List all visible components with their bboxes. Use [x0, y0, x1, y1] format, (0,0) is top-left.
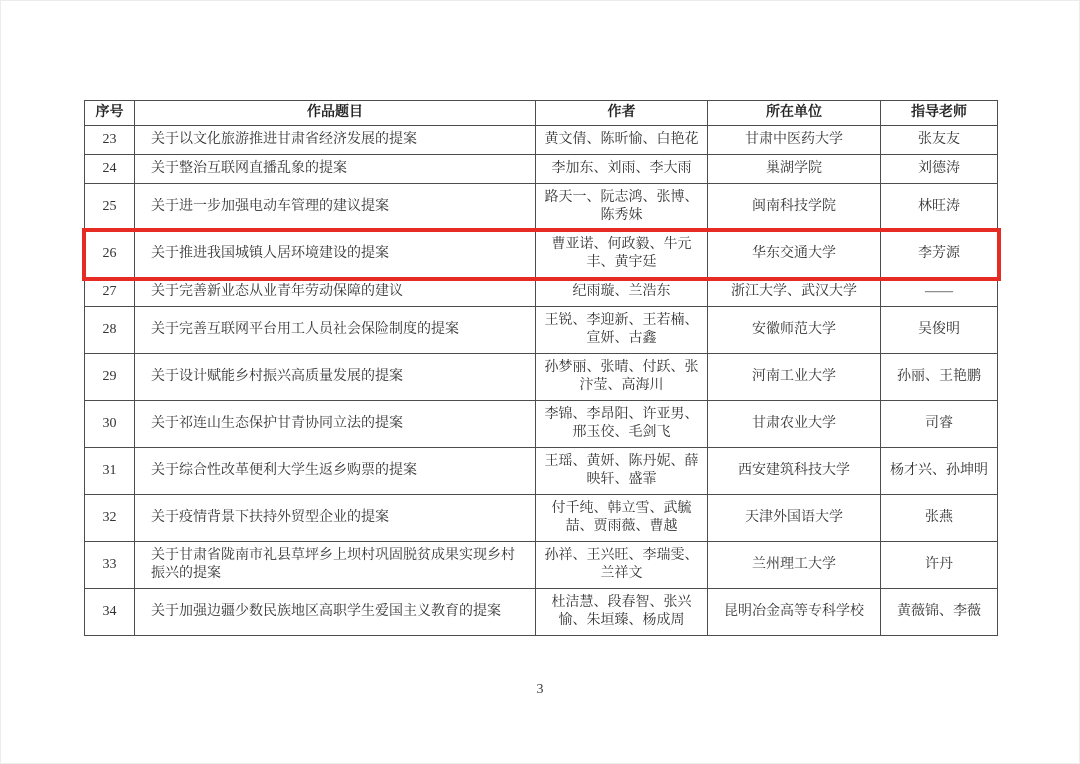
header-institution: 所在单位: [708, 101, 881, 126]
advisor-cell: 林旺涛: [881, 184, 998, 231]
advisor-cell: 杨才兴、孙坤明: [881, 448, 998, 495]
table-row: [85, 589, 998, 636]
header-row: [85, 101, 998, 126]
institution-cell: 浙江大学、武汉大学: [708, 278, 881, 307]
table-row: [85, 495, 998, 542]
authors-cell: 黄文倩、陈昕愉、白艳花: [536, 126, 708, 155]
authors-cell: 王锐、李迎新、王若楠、宣妍、古鑫: [536, 307, 708, 354]
work-title-cell: 关于完善互联网平台用工人员社会保险制度的提案: [135, 307, 536, 354]
authors-cell: 孙祥、王兴旺、李瑞雯、兰祥文: [536, 542, 708, 589]
authors-cell: 纪雨璇、兰浩东: [536, 278, 708, 307]
table-row: [85, 448, 998, 495]
work-title-cell: 关于整治互联网直播乱象的提案: [135, 155, 536, 184]
work-title-cell: 关于进一步加强电动车管理的建议提案: [135, 184, 536, 231]
advisor-cell: 司睿: [881, 401, 998, 448]
authors-cell: 李加东、刘雨、李大雨: [536, 155, 708, 184]
table-row: [85, 401, 998, 448]
table-row: [85, 307, 998, 354]
advisor-cell: 刘德涛: [881, 155, 998, 184]
table-row: [85, 542, 998, 589]
institution-cell: 天津外国语大学: [708, 495, 881, 542]
work-title-cell: 关于加强边疆少数民族地区高职学生爱国主义教育的提案: [135, 589, 536, 636]
table-row: [85, 354, 998, 401]
advisor-cell: 吴俊明: [881, 307, 998, 354]
row-number-cell: 23: [85, 126, 135, 155]
row-number-cell: 33: [85, 542, 135, 589]
row-number-cell: 25: [85, 184, 135, 231]
row-number-cell: 28: [85, 307, 135, 354]
row-number-cell: 27: [85, 278, 135, 307]
work-title-cell: 关于疫情背景下扶持外贸型企业的提案: [135, 495, 536, 542]
institution-cell: 甘肃农业大学: [708, 401, 881, 448]
row-number-cell: 31: [85, 448, 135, 495]
advisor-cell: 李芳源: [881, 231, 998, 278]
authors-cell: 曹亚诺、何政毅、牛元丰、黄宇廷: [536, 231, 708, 278]
institution-cell: 河南工业大学: [708, 354, 881, 401]
table-row: [85, 184, 998, 231]
institution-cell: 西安建筑科技大学: [708, 448, 881, 495]
table-row: [85, 278, 998, 307]
institution-cell: 兰州理工大学: [708, 542, 881, 589]
table-row: [85, 155, 998, 184]
work-title-cell: 关于完善新业态从业青年劳动保障的建议: [135, 278, 536, 307]
page-number: 3: [536, 682, 544, 697]
institution-cell: 安徽师范大学: [708, 307, 881, 354]
row-number-cell: 30: [85, 401, 135, 448]
work-title-cell: 关于以文化旅游推进甘肃省经济发展的提案: [135, 126, 536, 155]
awards-table: [84, 100, 998, 636]
advisor-cell: 黄薇锦、李薇: [881, 589, 998, 636]
institution-cell: 闽南科技学院: [708, 184, 881, 231]
institution-cell: 昆明冶金高等专科学校: [708, 589, 881, 636]
work-title-cell: 关于综合性改革便利大学生返乡购票的提案: [135, 448, 536, 495]
row-number-cell: 32: [85, 495, 135, 542]
highlighted-row: [85, 231, 998, 278]
header-authors: 作者: [536, 101, 708, 126]
advisor-cell: 孙丽、王艳鹏: [881, 354, 998, 401]
work-title-cell: 关于推进我国城镇人居环境建设的提案: [135, 231, 536, 278]
row-number-cell: 34: [85, 589, 135, 636]
authors-cell: 李锦、李昂阳、许亚男、邢玉佼、毛剑飞: [536, 401, 708, 448]
work-title-cell: 关于祁连山生态保护甘青协同立法的提案: [135, 401, 536, 448]
work-title-cell: 关于甘肃省陇南市礼县草坪乡上坝村巩固脱贫成果实现乡村振兴的提案: [135, 542, 536, 589]
authors-cell: 王瑶、黄妍、陈丹妮、薛映轩、盛霏: [536, 448, 708, 495]
row-number-cell: 29: [85, 354, 135, 401]
advisor-cell: 张友友: [881, 126, 998, 155]
header-advisor: 指导老师: [881, 101, 998, 126]
table-header: [85, 101, 998, 126]
row-number-cell: 26: [85, 231, 135, 278]
work-title-cell: 关于设计赋能乡村振兴高质量发展的提案: [135, 354, 536, 401]
table-body: [85, 126, 998, 636]
header-serial-number: 序号: [85, 101, 135, 126]
header-work-title: 作品题目: [135, 101, 536, 126]
authors-cell: 路天一、阮志鸿、张博、陈秀妹: [536, 184, 708, 231]
authors-cell: 杜洁慧、段春智、张兴愉、朱垣臻、杨成周: [536, 589, 708, 636]
table-row: [85, 126, 998, 155]
advisor-cell: 许丹: [881, 542, 998, 589]
authors-cell: 付千纯、韩立雪、武毓喆、贾雨薇、曹越: [536, 495, 708, 542]
row-number-cell: 24: [85, 155, 135, 184]
advisor-cell: 张燕: [881, 495, 998, 542]
institution-cell: 巢湖学院: [708, 155, 881, 184]
institution-cell: 华东交通大学: [708, 231, 881, 278]
advisor-cell: ——: [881, 278, 998, 307]
authors-cell: 孙梦丽、张晴、付跃、张汴莹、高海川: [536, 354, 708, 401]
institution-cell: 甘肃中医药大学: [708, 126, 881, 155]
